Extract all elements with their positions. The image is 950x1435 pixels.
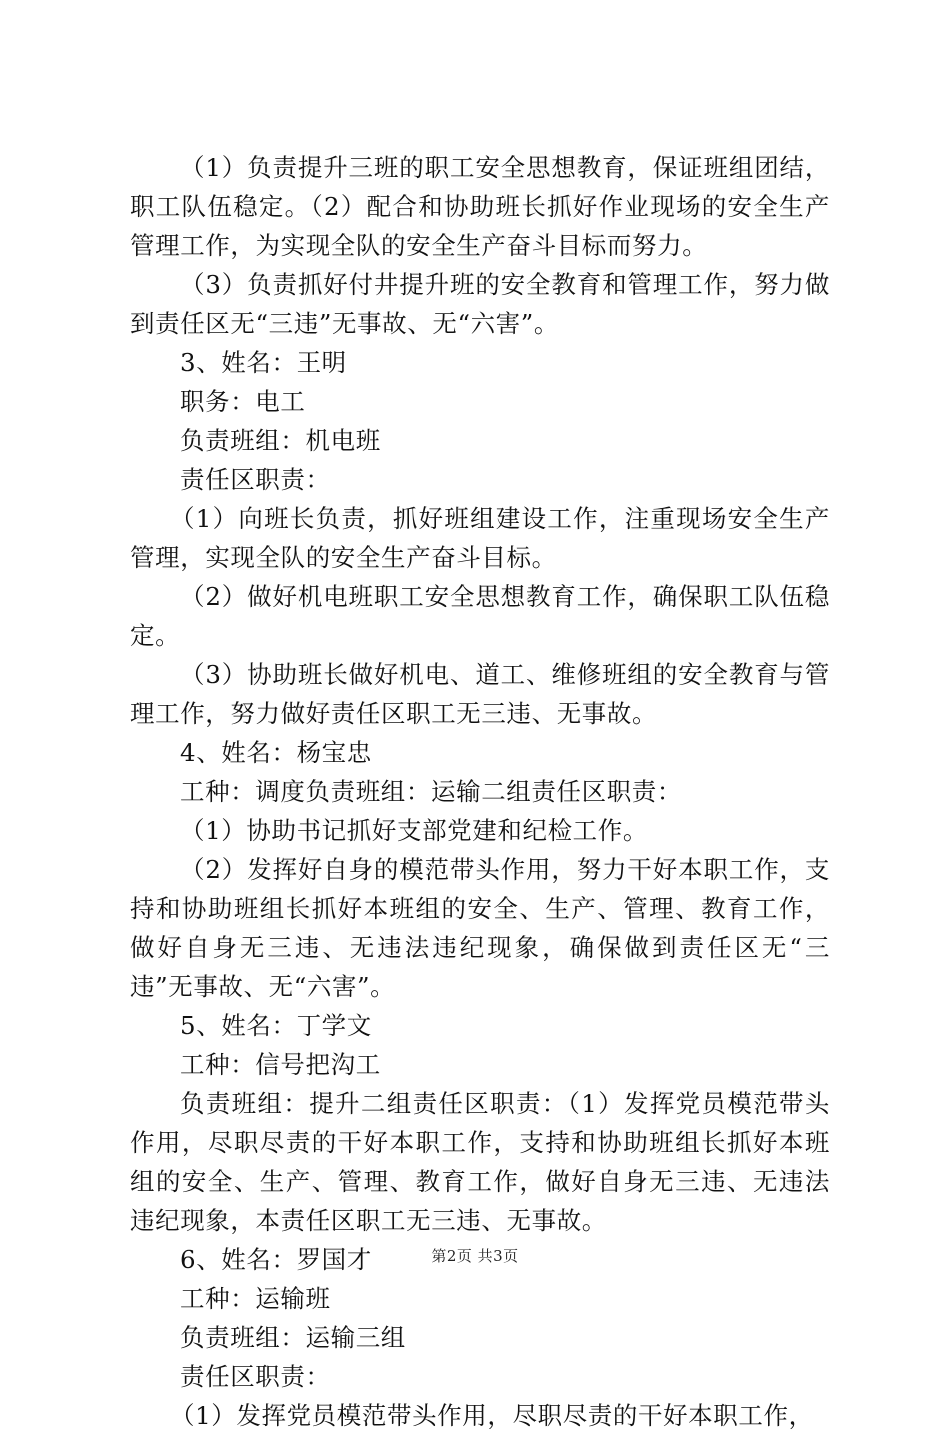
paragraph: 负责班组：机电班 [180, 426, 381, 455]
paragraph: （2）做好机电班职工安全思想教育工作，确保职工队伍稳定。 [130, 582, 830, 650]
paragraph: （3）协助班长做好机电、道工、维修班组的安全教育与管理工作，努力做好责任区职工无三违、无事故。 [130, 660, 830, 728]
paragraph: 负责班组：运输三组 [180, 1323, 406, 1352]
document-body [130, 148, 830, 1435]
paragraph: 责任区职责： [180, 1362, 331, 1391]
paragraph: （1）向班长负责，抓好班组建设工作，注重现场安全生产管理，实现全队的安全生产奋斗目标。 [130, 504, 830, 572]
paragraph: 3、姓名：王明 [180, 348, 347, 377]
paragraph: （2）发挥好自身的模范带头作用，努力干好本职工作，支持和协助班组长抓好本班组的安全、生产、管理、教育工作，做好自身无三违、无违法违纪现象，确保做到责任区无“三违”无事故、无“六害”。 [130, 855, 830, 1001]
paragraph: 5、姓名：丁学文 [180, 1011, 372, 1040]
paragraph: 工种：调度负责班组：运输二组责任区职责： [180, 777, 682, 806]
paragraph: 负责班组：提升二组责任区职责：（1）发挥党员模范带头作用，尽职尽责的干好本职工作，支持和协助班组长抓好本班组的安全、生产、管理、教育工作，做好自身无三违、无违法违纪现象，本责任区职工无三违、无事故。 [130, 1089, 830, 1235]
paragraph: 职务：电工 [180, 387, 306, 416]
paragraph: 工种：运输班 [180, 1284, 331, 1313]
paragraph: 责任区职责： [180, 465, 331, 494]
paragraph: （1）发挥党员模范带头作用，尽职尽责的干好本职工作， [170, 1401, 814, 1430]
paragraph: （3）负责抓好付井提升班的安全教育和管理工作，努力做到责任区无“三违”无事故、无“六害”。 [130, 270, 830, 338]
paragraph: （1）协助书记抓好支部党建和纪检工作。 [180, 816, 648, 845]
paragraph: （1）负责提升三班的职工安全思想教育，保证班组团结，职工队伍稳定。（2）配合和协助班长抓好作业现场的安全生产管理工作，为实现全队的安全生产奋斗目标而努力。 [130, 153, 830, 260]
paragraph: 4、姓名：杨宝忠 [180, 738, 372, 767]
paragraph: 6、姓名：罗国才 [180, 1245, 372, 1274]
page-footer: 第2页 共3页 [431, 1247, 519, 1265]
paragraph: 工种：信号把沟工 [180, 1050, 381, 1079]
